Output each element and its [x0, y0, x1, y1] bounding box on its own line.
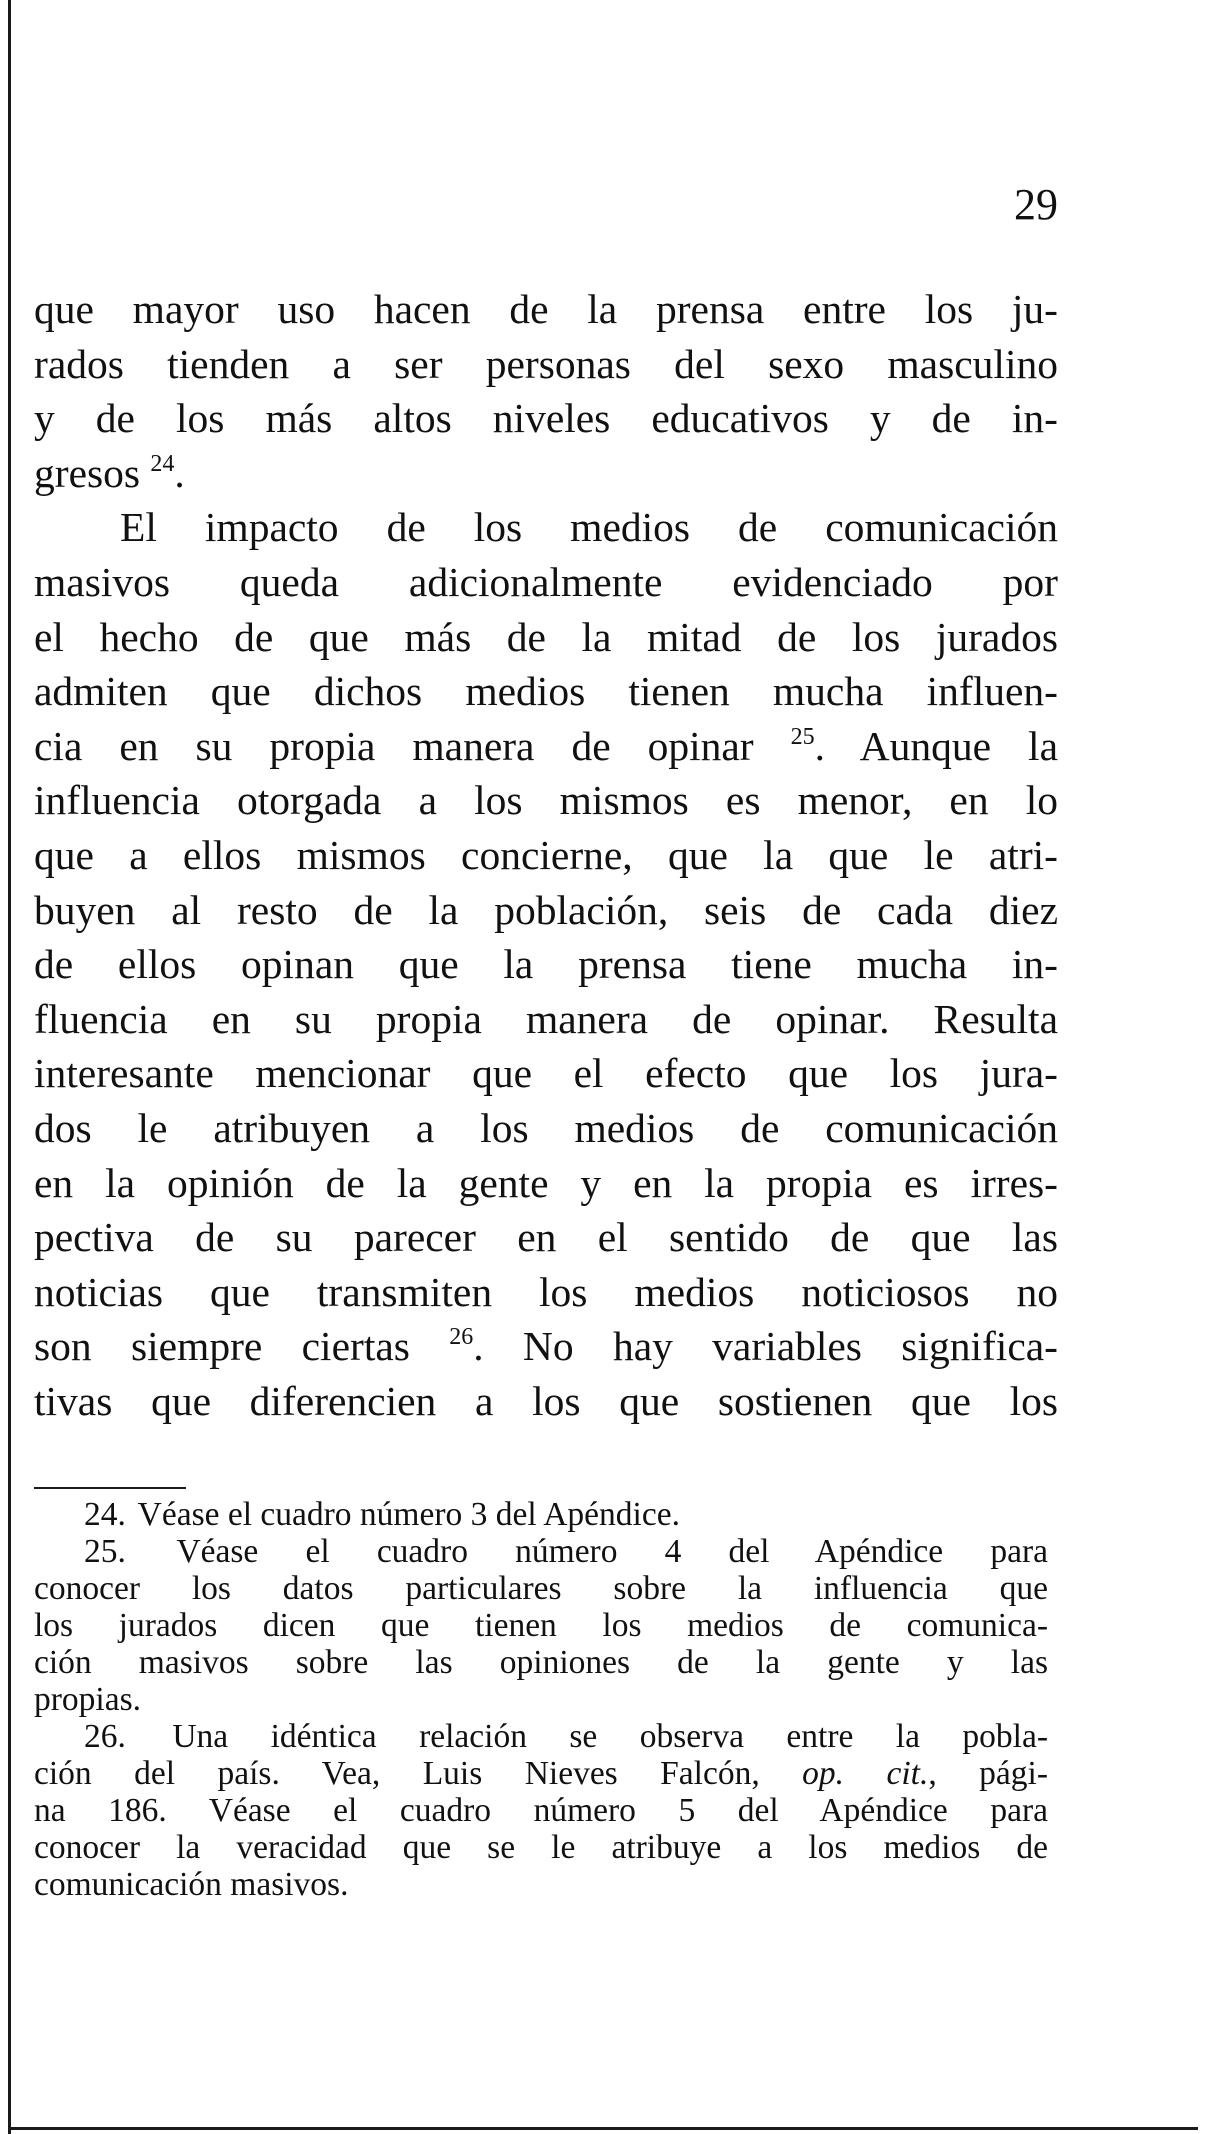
body-line-12: buyen al resto de la población, seis de cada diez	[34, 886, 1058, 933]
body-line-20-text: son siempre ciertas	[34, 1323, 450, 1370]
body-line-16: dos le atribuyen a los medios de comunicación	[34, 1104, 1058, 1151]
body-line-1: que mayor uso hacen de la prensa entre los ju-	[34, 286, 1058, 332]
body-line-10: influencia otorgada a los mismos es menor, en lo	[34, 777, 1058, 824]
body-line-17: en la opinión de la gente y en la propia es irres-	[34, 1159, 1058, 1206]
body-line-14: fluencia en su propia manera de opinar. Resulta	[34, 995, 1058, 1042]
body-line-4	[34, 446, 1058, 501]
body-line-19: noticias que transmiten los medios noticiosos no	[34, 1268, 1058, 1315]
footnote-separator	[34, 1487, 186, 1489]
page-number: 29	[1014, 180, 1058, 229]
footnote-25-line-3: los jurados dicen que tienen los medios de comunica-	[34, 1607, 1048, 1644]
footnote-25	[34, 1533, 1048, 1570]
footnote-25-number: 25.	[84, 1533, 126, 1570]
footnote-25-line-4: ción masivos sobre las opiniones de la gente y las	[34, 1644, 1048, 1681]
footnote-25-line-2: conocer los datos particulares sobre la influencia que	[34, 1570, 1048, 1607]
page-border-left	[8, 0, 11, 2134]
footnote-26-op-cit: op. cit.	[802, 1755, 929, 1792]
body-line-3: y de los más altos niveles educativos y de in-	[34, 395, 1058, 442]
footnote-24-number: 24.	[84, 1496, 126, 1533]
body-line-4-text: gresos	[34, 449, 151, 496]
body-line-15: interesante mencionar que el efecto que los jura-	[34, 1050, 1058, 1097]
body-line-5: El impacto de los medios de comunicación	[120, 504, 1058, 551]
footnote-ref-26: 26	[449, 1324, 474, 1351]
body-line-7: el hecho de que más de la mitad de los jurados	[34, 613, 1058, 660]
body-line-20	[34, 1319, 1058, 1374]
footnote-26	[34, 1718, 1048, 1755]
footnote-26-line-4: conocer la veracidad que se le atribuye a los medios de	[34, 1829, 1048, 1866]
footnote-24	[34, 1496, 1048, 1533]
footnote-26-line-2	[34, 1755, 1048, 1792]
body-line-8: admiten que dichos medios tienen mucha influen-	[34, 668, 1058, 715]
body-line-9-after: . Aunque la	[814, 722, 1058, 769]
body-line-2: rados tienden a ser personas del sexo masculino	[34, 340, 1058, 387]
body-line-9-text: cia en su propia manera de opinar	[34, 722, 791, 769]
body-line-4-after: .	[174, 449, 185, 496]
body-line-9	[34, 719, 1058, 774]
footnote-ref-24: 24	[150, 450, 175, 477]
body-line-6: masivos queda adicionalmente evidenciado por	[34, 558, 1058, 605]
footnote-25-line-1: Véase el cuadro número 4 del Apéndice para	[176, 1533, 1048, 1570]
body-line-11: que a ellos mismos concierne, que la que le atri-	[34, 831, 1058, 878]
footnote-26-line-2a: ción del país. Vea, Luis Nieves Falcón,	[34, 1755, 803, 1792]
footnote-26-line-1: Una idéntica relación se observa entre la pobla-	[172, 1718, 1048, 1755]
body-line-13: de ellos opinan que la prensa tiene mucha in-	[34, 941, 1058, 988]
footnote-25-line-5: propias.	[34, 1681, 141, 1718]
footnote-ref-25: 25	[790, 723, 815, 750]
body-line-21: tivas que diferencien a los que sostienen que los	[34, 1377, 1058, 1424]
footnote-26-number: 26.	[84, 1718, 126, 1755]
body-line-20-after: . No hay variables significa-	[473, 1323, 1058, 1370]
body-text	[34, 282, 1058, 1428]
footnotes	[34, 1496, 1048, 1903]
body-line-18: pectiva de su parecer en el sentido de que las	[34, 1214, 1058, 1261]
page-border-bottom	[8, 2127, 1198, 2130]
footnote-26-line-5: comunicación masivos.	[34, 1866, 349, 1903]
footnote-24-line-1: Véase el cuadro número 3 del Apéndice.	[137, 1496, 680, 1533]
footnote-26-line-3: na 186. Véase el cuadro número 5 del Apéndice para	[34, 1792, 1048, 1829]
footnote-26-line-2b: , pági-	[928, 1755, 1049, 1792]
